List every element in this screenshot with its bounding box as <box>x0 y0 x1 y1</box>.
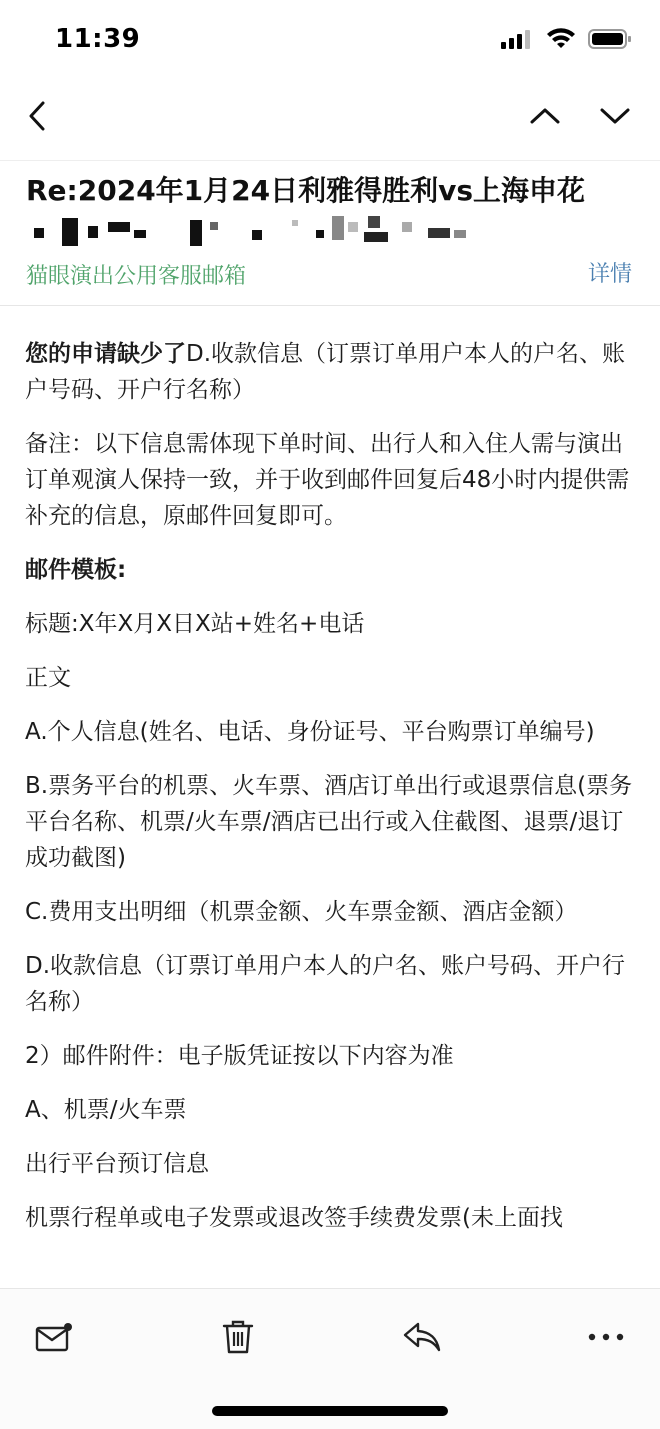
body-paragraph <box>25 714 637 750</box>
body-paragraph-text: 正文 <box>25 665 71 691</box>
home-indicator <box>212 1406 448 1416</box>
chevron-down-icon <box>599 105 631 127</box>
body-paragraph-bold: 您的申请缺少了 <box>25 341 186 367</box>
body-paragraph-text: A.个人信息(姓名、电话、身份证号、平台购票订单编号) <box>25 719 595 745</box>
more-icon <box>588 1332 624 1342</box>
body-paragraph-text: C.费用支出明细（机票金额、火车票金额、酒店金额） <box>25 899 578 925</box>
email-header <box>0 160 660 306</box>
body-paragraph <box>25 426 637 534</box>
status-bar <box>0 0 660 80</box>
body-paragraph <box>25 336 637 408</box>
compose-button[interactable] <box>24 1315 84 1359</box>
body-paragraph <box>25 1038 637 1074</box>
body-paragraph <box>25 894 637 930</box>
chevron-up-icon <box>529 105 561 127</box>
body-paragraph-text: 标题:X年X月X日X站+姓名+电话 <box>25 611 365 637</box>
redacted-subject-mosaic <box>30 216 470 250</box>
body-paragraph <box>25 552 637 588</box>
mail-unread-icon <box>34 1321 74 1353</box>
body-paragraph-text: 2）邮件附件：电子版凭证按以下内容为准 <box>25 1043 454 1069</box>
scroll-fade <box>25 1256 637 1286</box>
body-paragraph-bold: 邮件模板: <box>25 557 127 583</box>
body-paragraph-text: 备注：以下信息需体现下单时间、出行人和入住人需与演出订单观演人保持一致，并于收到邮件回复后48小时内提供需补充的信息，原邮件回复即可。 <box>25 431 630 529</box>
body-paragraph-text: B.票务平台的机票、火车票、酒店订单出行或退票信息(票务平台名称、机票/火车票/酒店已出行或入住截图、退票/退订成功截图) <box>25 773 633 871</box>
body-paragraph-text: 机票行程单或电子发票或退改签手续费发票(未上面找 <box>25 1205 563 1231</box>
reply-button[interactable] <box>392 1315 452 1359</box>
battery-icon <box>588 28 632 50</box>
status-icons <box>500 28 632 50</box>
body-paragraph-text: A、机票/火车票 <box>25 1097 187 1123</box>
chevron-left-icon <box>26 100 48 132</box>
details-link[interactable]: 详情 <box>587 262 632 287</box>
signal-icon <box>500 28 534 50</box>
body-paragraph <box>25 1092 637 1128</box>
delete-button[interactable] <box>208 1315 268 1359</box>
reply-icon <box>402 1320 442 1354</box>
email-body <box>25 336 637 1286</box>
body-paragraph <box>25 948 637 1020</box>
email-sender[interactable]: 猫眼演出公用客服邮箱 <box>26 264 247 289</box>
status-time: 11:39 <box>55 24 141 54</box>
body-paragraph-text: D.收款信息（订票订单用户本人的户名、账户号码、开户行名称） <box>25 341 626 403</box>
body-paragraph <box>25 768 637 876</box>
more-button[interactable] <box>576 1315 636 1359</box>
body-paragraph <box>25 1146 637 1182</box>
nav-bar <box>0 88 660 148</box>
email-subject: Re:2024年1月24日利雅得胜利vs上海申花 <box>26 174 586 207</box>
body-paragraph <box>25 606 637 642</box>
body-paragraph <box>25 1200 637 1236</box>
back-button[interactable] <box>12 88 62 144</box>
wifi-icon <box>546 28 576 50</box>
previous-email-button[interactable] <box>520 88 570 144</box>
trash-icon <box>221 1319 255 1355</box>
body-paragraph <box>25 660 637 696</box>
body-paragraph-text: 出行平台预订信息 <box>25 1151 209 1177</box>
next-email-button[interactable] <box>590 88 640 144</box>
body-paragraph-text: D.收款信息（订票订单用户本人的户名、账户号码、开户行名称） <box>25 953 626 1015</box>
